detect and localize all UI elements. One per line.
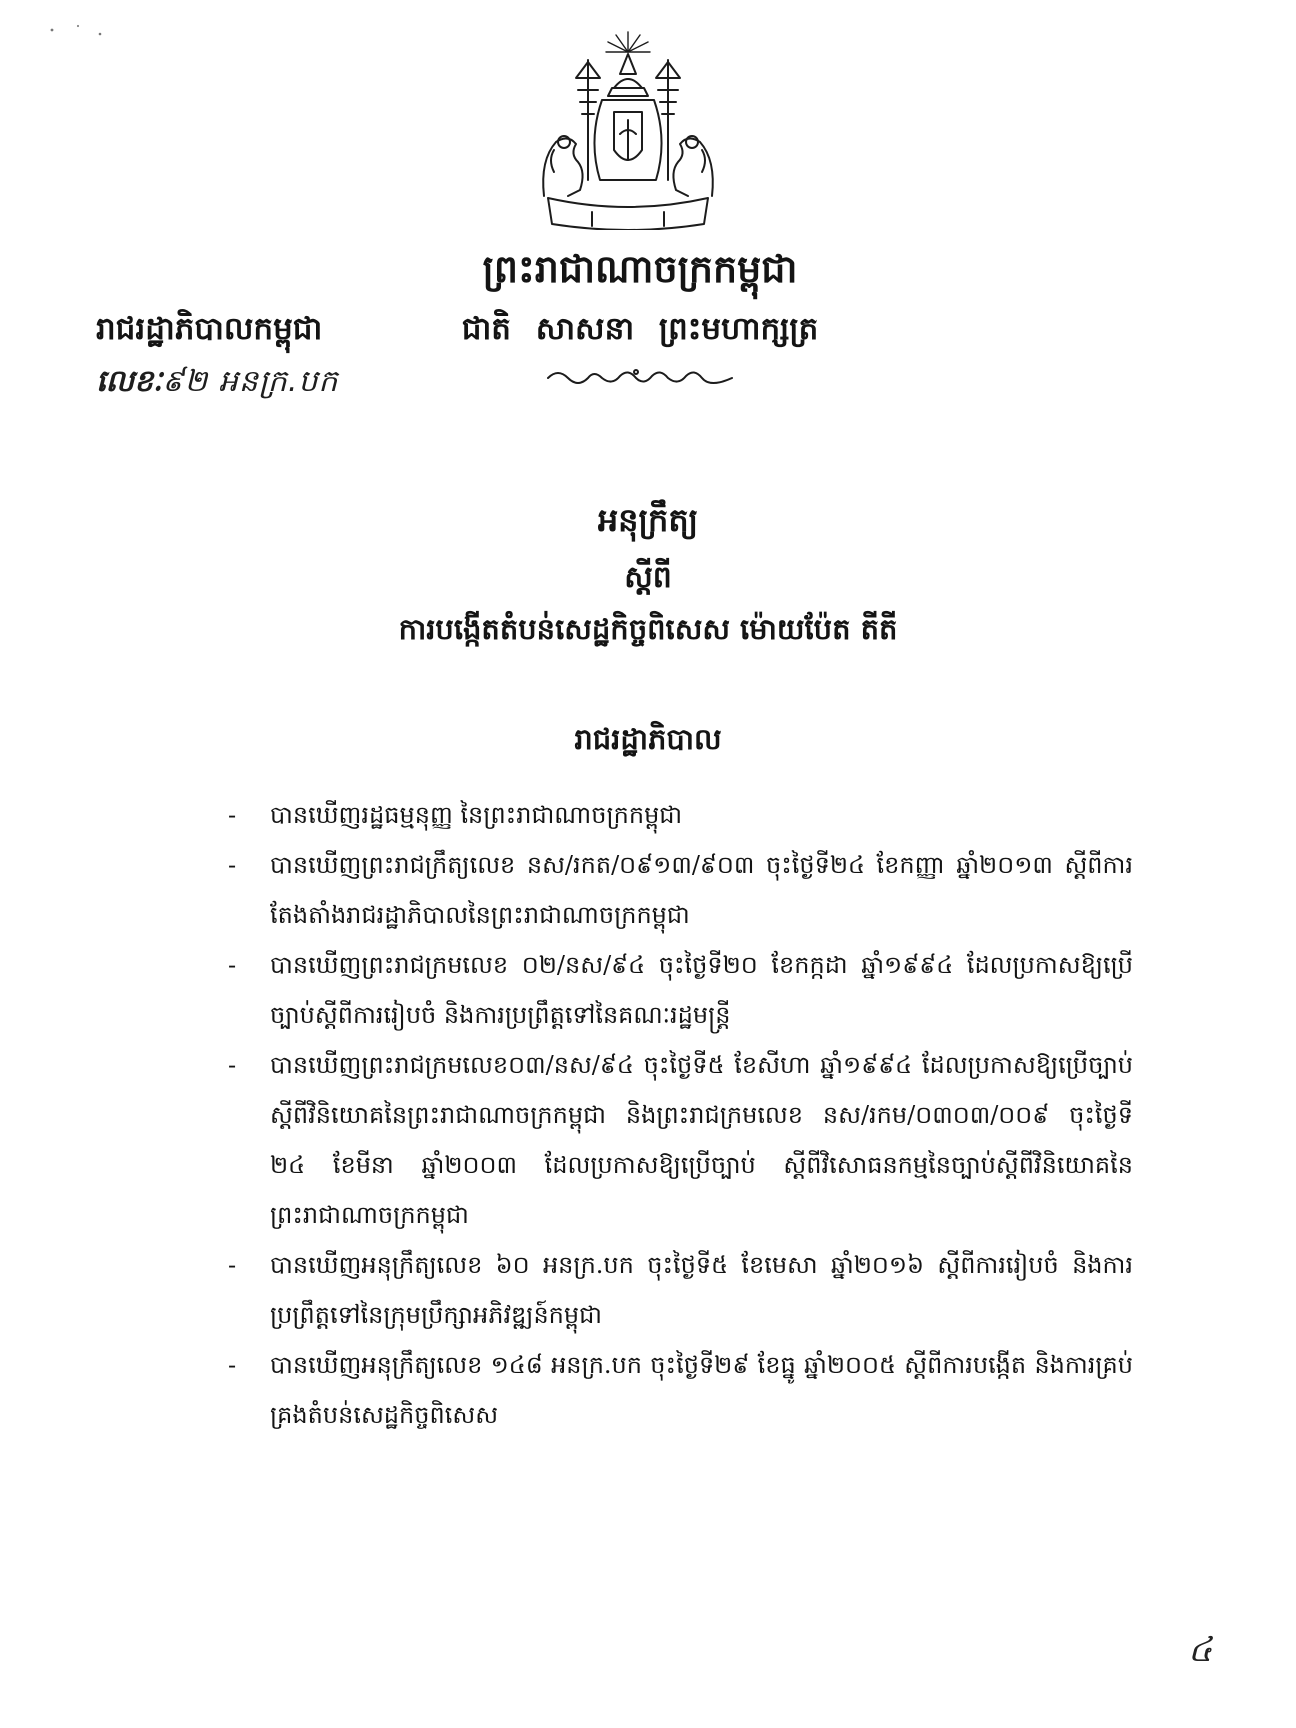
- decorative-divider-icon: [540, 360, 740, 390]
- consideration-item: - បានឃើញអនុក្រឹត្យលេខ ៦០ អនក្រ.បក ចុះថ្ងៃទី៥ ខែមេសា ឆ្នាំ២០១៦ ស្តីពីការរៀបចំ និងការប្រព្រឹត្តទៅនៃក្រុមប្រឹក្សាអភិវឌ្ឍន៍កម្ពុជា: [228, 1240, 1133, 1340]
- page-number: ៤: [1188, 1630, 1213, 1670]
- royal-coat-of-arms-icon: [528, 30, 728, 230]
- consideration-item: - បានឃើញរដ្ឋធម្មនុញ្ញ នៃព្រះរាជាណាចក្រកម្ពុជា: [228, 790, 1133, 840]
- document-number-label: លេខៈ: [96, 364, 163, 399]
- consideration-list: [228, 790, 1133, 1440]
- consideration-item: - បានឃើញព្រះរាជក្រឹត្យលេខ នស/រកត/០៩១៣/៩០៣ ចុះថ្ងៃទី២៤ ខែកញ្ញា ឆ្នាំ២០១៣ ស្តីពីការតែងតាំងរាជរដ្ឋាភិបាលនៃព្រះរាជាណាចក្រកម្ពុជា: [228, 840, 1133, 940]
- title-about: ស្តីពី: [624, 560, 672, 595]
- issuer-heading: រាជរដ្ឋាភិបាល: [574, 722, 722, 756]
- consideration-item: - បានឃើញព្រះរាជក្រមលេខ ០២/នស/៩៤ ចុះថ្ងៃទី២០ ខែកក្កដា ឆ្នាំ១៩៩៤ ដែលប្រកាសឱ្យប្រើច្បាប់ស្តីពីការរៀបចំ និងការប្រព្រឹត្តទៅនៃគណៈរដ្ឋមន្ត្រី: [228, 940, 1133, 1040]
- consideration-item: - បានឃើញអនុក្រឹត្យលេខ ១៤៨ អនក្រ.បក ចុះថ្ងៃទី២៩ ខែធ្នូ ឆ្នាំ២០០៥ ស្តីពីការបង្កើត និងការគ្រប់គ្រងតំបន់សេដ្ឋកិច្ចពិសេស: [228, 1340, 1133, 1440]
- document-number-value: ៩២ អនក្រ.បក: [162, 364, 339, 399]
- government-name: រាជរដ្ឋាភិបាលកម្ពុជា: [96, 311, 323, 347]
- document-subject: ការបង្កើតតំបន់សេដ្ឋកិច្ចពិសេស ម៉ោយប៉ែត តីតី: [398, 612, 898, 646]
- consideration-item: - បានឃើញព្រះរាជក្រមលេខ០៣/នស/៩៤ ចុះថ្ងៃទី៥ ខែសីហា ឆ្នាំ១៩៩៤ ដែលប្រកាសឱ្យប្រើច្បាប់ស្តីពីវិនិយោគនៃព្រះរាជាណាចក្រកម្ពុជា និងព្រះរាជក្រមលេខ នស/រកម/០៣០៣/០០៩ ចុះថ្ងៃទី ២៤ ខែមីនា ឆ្នាំ២០០៣ ដែលប្រកាសឱ្យប្រើច្បាប់ ស្តីពីវិសោធនកម្មនៃច្បាប់ស្តីពីវិនិយោគនៃព្រះរាជាណាចក្រកម្ពុជា: [228, 1040, 1133, 1240]
- document-number: [96, 362, 338, 406]
- document-type: អនុក្រឹត្យ: [597, 501, 699, 539]
- kingdom-name: ព្រះរាជាណាចក្រកម្ពុជា: [482, 247, 798, 291]
- scan-specks: [48, 22, 118, 42]
- national-motto: ជាតិ សាសនា ព្រះមហាក្សត្រ: [461, 311, 819, 347]
